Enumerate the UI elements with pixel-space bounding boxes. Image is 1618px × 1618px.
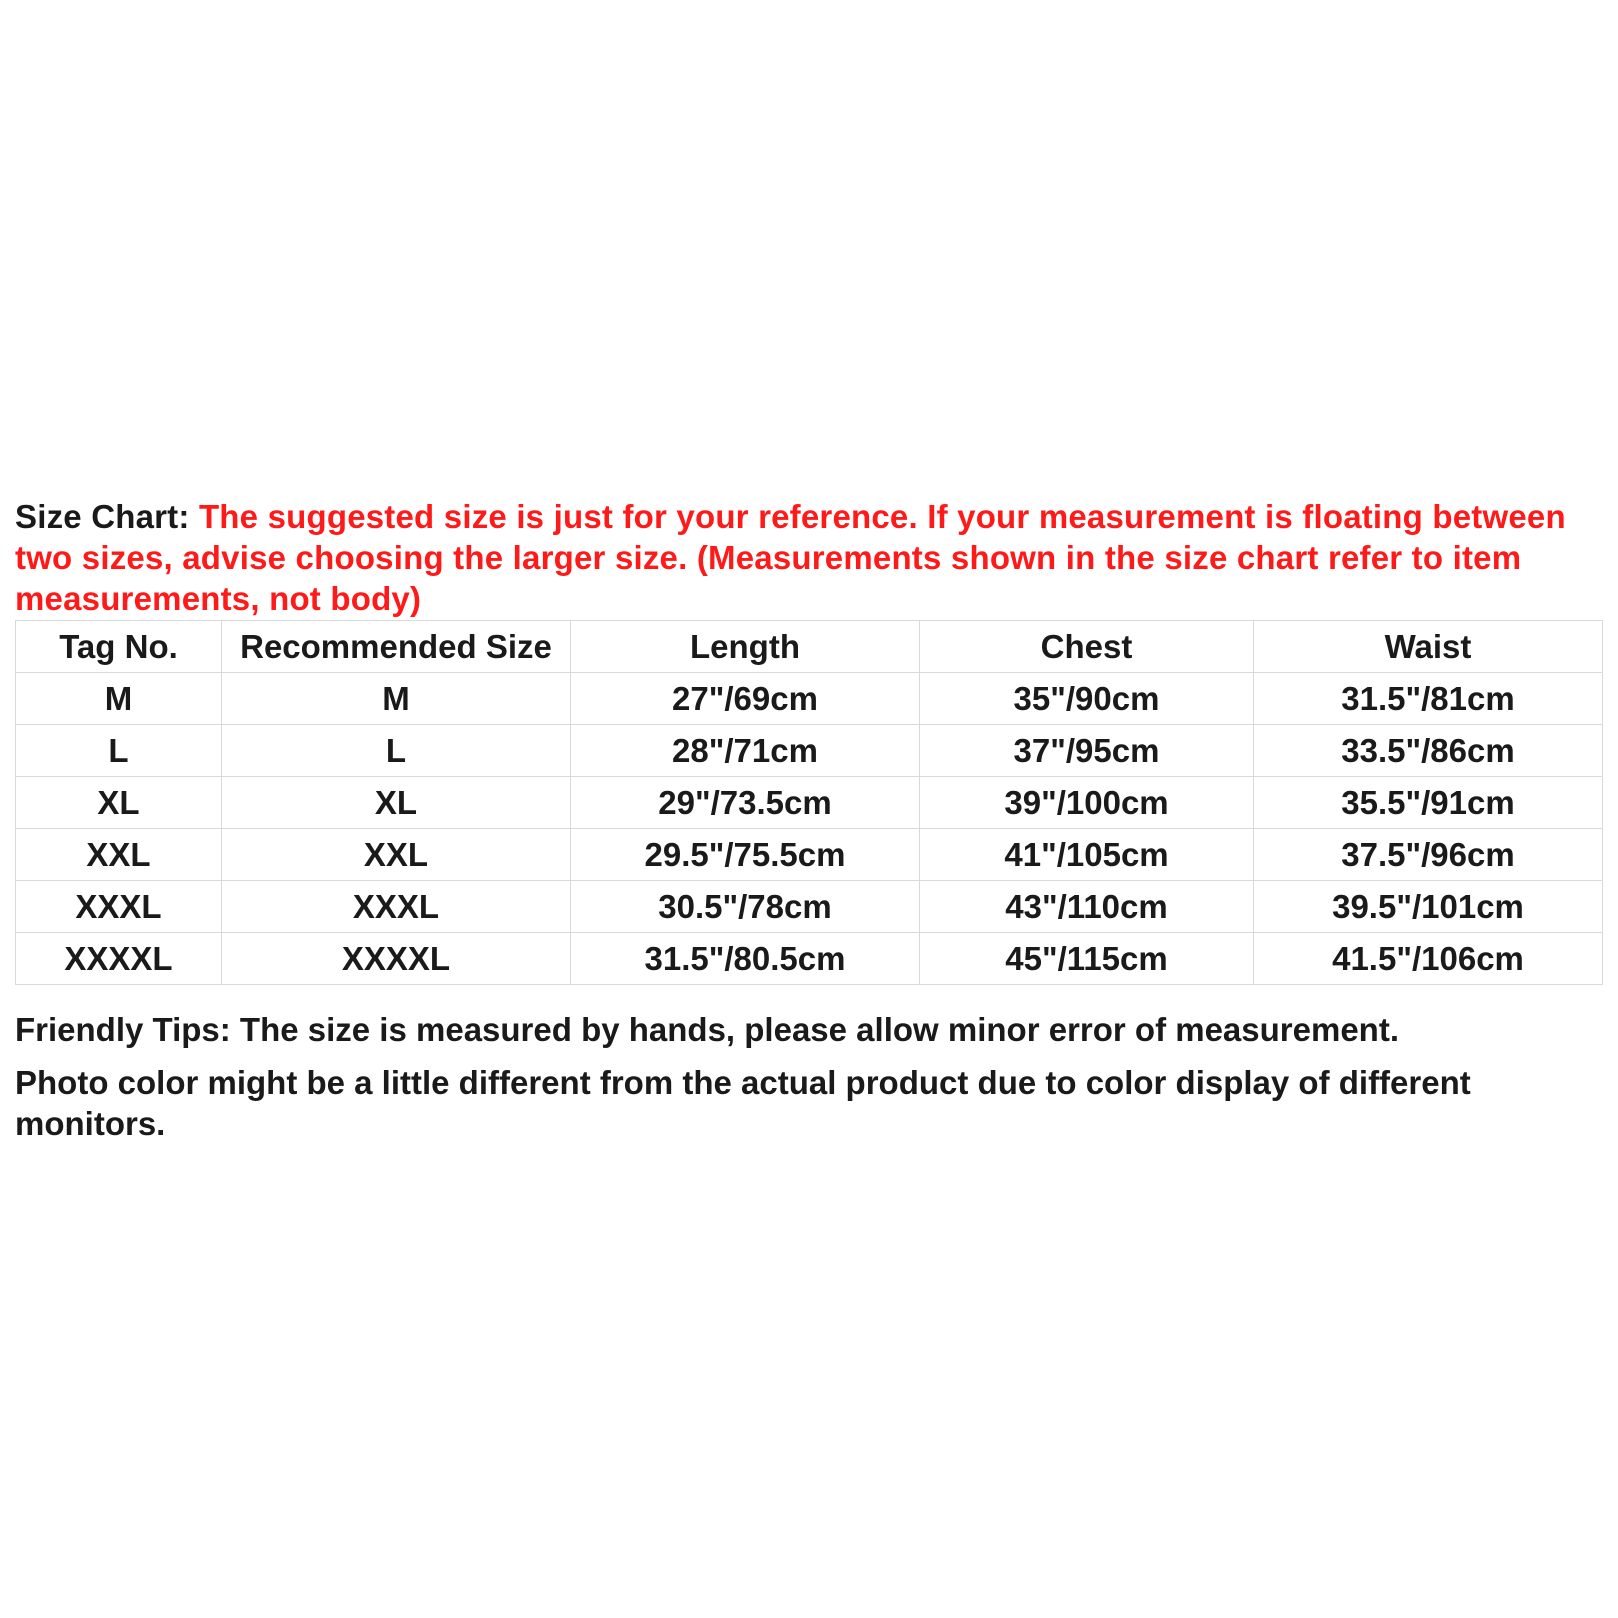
cell-length: 27"/69cm [571,673,920,725]
cell-tag-no: L [16,725,222,777]
header-length: Length [571,621,920,673]
cell-tag-no: XXXL [16,881,222,933]
table-row [16,673,1603,725]
table-row [16,829,1603,881]
table-row [16,777,1603,829]
cell-waist: 33.5"/86cm [1254,725,1603,777]
table-row [16,933,1603,985]
size-chart-label: Size Chart: [15,498,199,535]
table-row [16,725,1603,777]
header-waist: Waist [1254,621,1603,673]
cell-recommended-size: L [222,725,571,777]
table-row [16,881,1603,933]
header-recommended-size: Recommended Size [222,621,571,673]
size-chart-note: The suggested size is just for your reference. If your measurement is floating between two sizes, advise choosing the larger size. (Measurements shown in the size chart refer to item measurements, not body) [15,498,1566,617]
cell-waist: 39.5"/101cm [1254,881,1603,933]
header-tag-no: Tag No. [16,621,222,673]
cell-recommended-size: XXXL [222,881,571,933]
cell-length: 29.5"/75.5cm [571,829,920,881]
cell-tag-no: XXXXL [16,933,222,985]
cell-tag-no: XXL [16,829,222,881]
cell-waist: 31.5"/81cm [1254,673,1603,725]
tip-measurement: Friendly Tips: The size is measured by hands, please allow minor error of measurement. [15,1011,1399,1048]
cell-tag-no: XL [16,777,222,829]
size-chart-intro [15,496,1610,619]
cell-chest: 45"/115cm [920,933,1254,985]
cell-length: 30.5"/78cm [571,881,920,933]
cell-tag-no: M [16,673,222,725]
tip-photo-color: Photo color might be a little different from the actual product due to color display of different monitors. [15,1064,1471,1142]
cell-recommended-size: XXXXL [222,933,571,985]
cell-waist: 35.5"/91cm [1254,777,1603,829]
header-chest: Chest [920,621,1254,673]
cell-length: 31.5"/80.5cm [571,933,920,985]
cell-chest: 43"/110cm [920,881,1254,933]
size-chart-document [15,496,1610,1156]
cell-chest: 35"/90cm [920,673,1254,725]
cell-recommended-size: M [222,673,571,725]
cell-recommended-size: XL [222,777,571,829]
cell-waist: 37.5"/96cm [1254,829,1603,881]
size-table [15,620,1603,985]
cell-chest: 39"/100cm [920,777,1254,829]
table-header-row [16,621,1603,673]
friendly-tips [15,1009,1610,1144]
cell-chest: 41"/105cm [920,829,1254,881]
cell-recommended-size: XXL [222,829,571,881]
cell-waist: 41.5"/106cm [1254,933,1603,985]
cell-chest: 37"/95cm [920,725,1254,777]
cell-length: 28"/71cm [571,725,920,777]
cell-length: 29"/73.5cm [571,777,920,829]
